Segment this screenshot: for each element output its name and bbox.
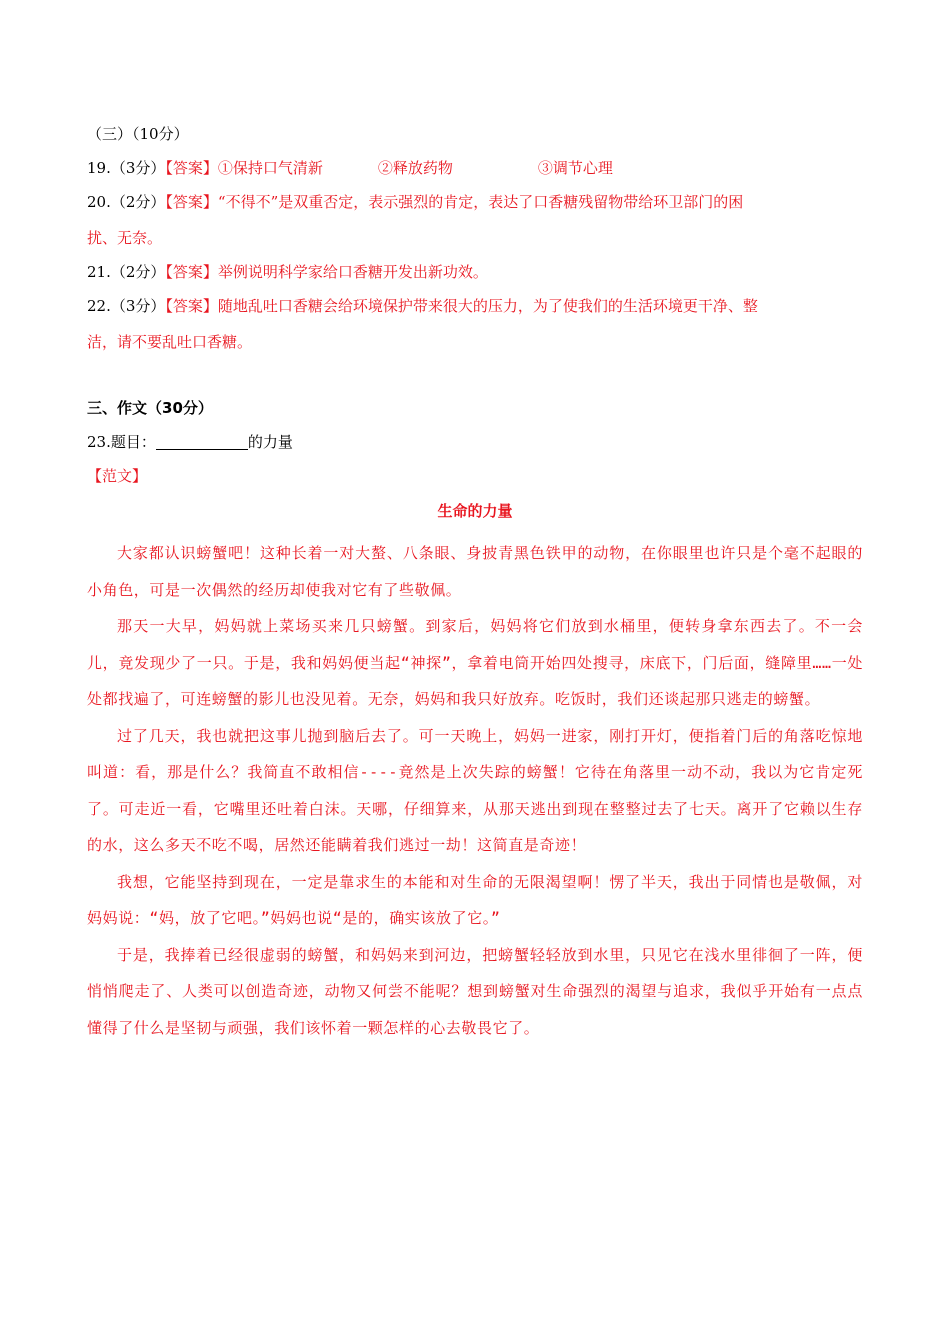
- essay-body: [87, 535, 863, 1046]
- answer-option-1: ①保持口气清新: [217, 159, 323, 177]
- document-page: [87, 124, 863, 1046]
- answer-tag: 【答案】: [165, 193, 218, 211]
- answer-tag: 【答案】: [165, 297, 218, 315]
- sample-tag: 【范文】: [87, 467, 148, 485]
- essay-paragraph: 于是，我捧着已经很虚弱的螃蟹，和妈妈来到河边，把螃蟹轻轻放到水里，只见它在浅水里徘徊了一阵，便悄悄爬走了、人类可以创造奇迹，动物又何尝不能呢？想到螃蟹对生命强烈的渴望与追求，我似乎开始有一点点懂得了什么是坚韧与顽强，我们该怀着一颗怎样的心去敬畏它了。: [87, 945, 863, 1037]
- question-number: 20.: [87, 193, 111, 211]
- prompt-suffix: 的力量: [247, 433, 293, 451]
- essay-paragraph: 我想，它能坚持到现在，一定是靠求生的本能和对生命的无限渴望啊！愣了半天，我出于同情也是敬佩，对妈妈说：“妈，放了它吧。”妈妈也说“是的，确实该放了它。”: [87, 872, 863, 927]
- answer-text-continued: 洁，请不要乱吐口香糖。: [87, 333, 253, 351]
- question-19: [87, 158, 863, 178]
- composition-prompt: [87, 432, 863, 452]
- question-score: （3分）: [110, 159, 166, 177]
- question-22: [87, 296, 863, 316]
- question-score: （2分）: [110, 193, 166, 211]
- essay-title: 生命的力量: [437, 502, 513, 520]
- question-score: （2分）: [110, 263, 166, 281]
- question-number: 22.: [87, 297, 111, 315]
- question-score: （3分）: [110, 297, 166, 315]
- section-heading: （三）（10分）: [87, 125, 189, 143]
- question-number: 21.: [87, 263, 111, 281]
- answer-text: “不得不”是双重否定，表示强烈的肯定，表达了口香糖残留物带给环卫部门的困: [217, 193, 744, 211]
- question-number: 19.: [87, 159, 111, 177]
- composition-heading: 三、作文（30分）: [87, 399, 213, 417]
- answer-option-2: ②释放药物: [377, 159, 453, 177]
- answer-tag: 【答案】: [165, 159, 218, 177]
- essay-paragraph: 那天一大早，妈妈就上菜场买来几只螃蟹。到家后，妈妈将它们放到水桶里，便转身拿东西去了。不一会儿，竟发现少了一只。于是，我和妈妈便当起“神探”，拿着电筒开始四处搜寻，床底下，门后面，缝障里……一处处都找遍了，可连螃蟹的影儿也没见着。无奈，妈妈和我只好放弃。吃饭时，我们还谈起那只逃走的螃蟹。: [87, 617, 863, 708]
- answer-text-continued: 扰、无奈。: [87, 229, 163, 247]
- answer-text: 举例说明科学家给口香糖开发出新功效。: [217, 263, 488, 281]
- answer-tag: 【答案】: [165, 263, 218, 281]
- question-21: [87, 262, 863, 282]
- question-20: [87, 192, 863, 212]
- answer-option-3: ③调节心理: [537, 159, 613, 177]
- answer-text: 随地乱吐口香糖会给环境保护带来很大的压力，为了使我们的生活环境更干净、整: [217, 297, 758, 315]
- prompt-prefix: 23.题目：: [87, 433, 156, 451]
- essay-paragraph: 过了几天，我也就把这事儿抛到脑后去了。可一天晚上，妈妈一进家，刚打开灯，便指着门后的角落吃惊地叫道：看，那是什么？我简直不敢相信----竟然是上次失踪的螃蟹！它待在角落里一动不动，我以为它肯定死了。可走近一看，它嘴里还吐着白沫。天哪，仔细算来，从那天逃出到现在整整过去了七天。离开了它赖以生存的水，这么多天不吃不喝，居然还能瞒着我们逃过一劫！这简直是奇迹！: [87, 726, 863, 854]
- title-blank: [156, 434, 248, 450]
- essay-paragraph: 大家都认识螃蟹吧！这种长着一对大螯、八条眼、身披青黑色铁甲的动物，在你眼里也许只是个毫不起眼的小角色，可是一次偶然的经历却使我对它有了些敬佩。: [87, 544, 863, 599]
